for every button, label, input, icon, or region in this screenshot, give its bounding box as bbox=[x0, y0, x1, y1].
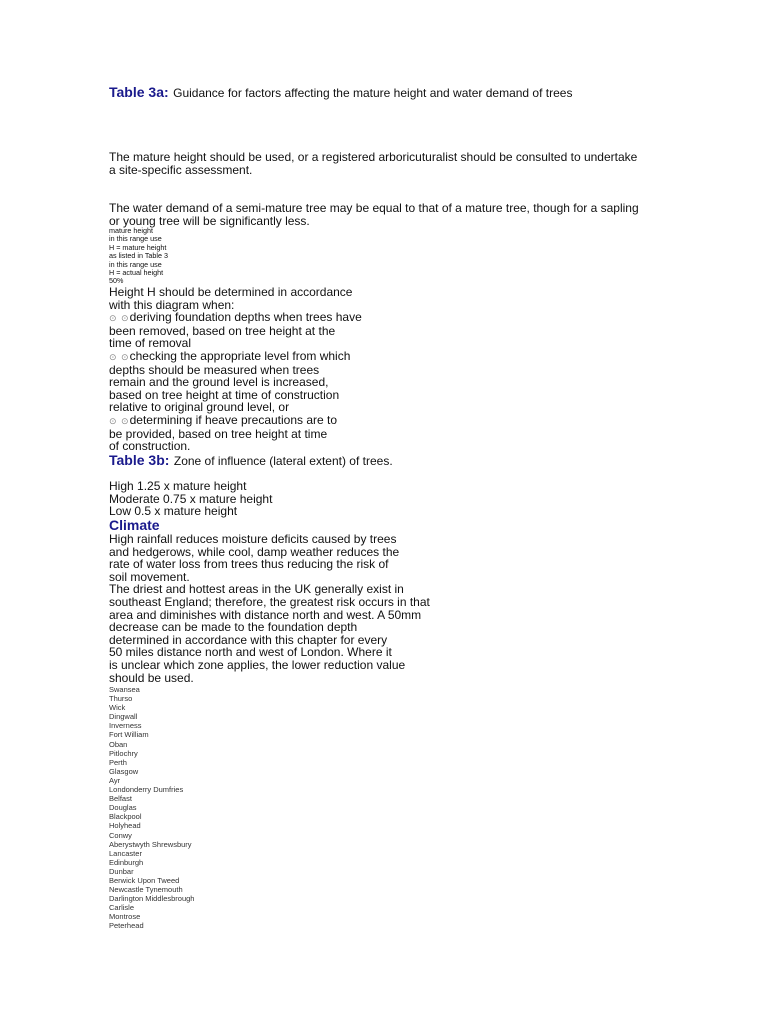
paragraph-line: a site-specific assessment. bbox=[109, 162, 253, 177]
table-3a-heading: Table 3a: bbox=[109, 84, 169, 100]
zone-row: High 1.25 x mature height bbox=[109, 479, 247, 493]
place-name: Blackpool bbox=[109, 812, 142, 822]
climate-line: should be used. bbox=[109, 670, 194, 685]
diagram-label: in this range use bbox=[109, 234, 162, 244]
bullet-text: deriving foundation depths when trees have bbox=[129, 310, 362, 325]
place-name: Edinburgh bbox=[109, 857, 144, 867]
bullet-item bbox=[109, 311, 362, 325]
table-3a-caption: Guidance for factors affecting the mature height and water demand of trees bbox=[173, 86, 573, 100]
place-name: Carlisle bbox=[109, 903, 135, 913]
place-name: Darlington Middlesbrough bbox=[109, 894, 195, 904]
place-name: Newcastle Tynemouth bbox=[109, 885, 183, 895]
place-name: Montrose bbox=[109, 912, 141, 922]
place-name: Pitlochry bbox=[109, 748, 138, 758]
paragraph-line: or young tree will be significantly less. bbox=[109, 213, 310, 228]
bullet-icon: ⊙ ⊙ bbox=[109, 351, 130, 362]
place-name: Perth bbox=[109, 757, 127, 767]
diagram-label: H = actual height bbox=[109, 268, 164, 278]
bullet-icon: ⊙ ⊙ bbox=[109, 313, 130, 324]
place-name: Wick bbox=[109, 703, 126, 713]
table-3a-header bbox=[109, 84, 572, 102]
place-name: Holyhead bbox=[109, 821, 141, 831]
place-name: Dingwall bbox=[109, 712, 138, 722]
place-name: Ayr bbox=[109, 775, 121, 785]
diagram-label: in this range use bbox=[109, 259, 162, 269]
place-name: Aberystwyth Shrewsbury bbox=[109, 839, 192, 849]
bullet-line: depths should be measured when trees bbox=[109, 362, 320, 377]
mature-height-paragraph bbox=[109, 151, 637, 176]
place-name: Londonderry Dumfries bbox=[109, 785, 184, 795]
table-3b-heading: Table 3b: bbox=[109, 452, 170, 468]
diagram-label: as listed in Table 3 bbox=[109, 251, 169, 261]
bullet-item bbox=[109, 350, 362, 364]
place-name: Swansea bbox=[109, 685, 140, 694]
climate-line: High rainfall reduces moisture deficits caused by trees bbox=[109, 532, 397, 546]
climate-line: rate of water loss from trees thus reducing the risk of bbox=[109, 557, 389, 572]
place-name: Peterhead bbox=[109, 921, 144, 931]
zone-row: Moderate 0.75 x mature height bbox=[109, 491, 273, 506]
diagram-label: H = mature height bbox=[109, 242, 167, 252]
diagram-labels bbox=[109, 227, 168, 286]
bullet-text: determining if heave precautions are to bbox=[129, 412, 338, 427]
climate-line: soil movement. bbox=[109, 569, 190, 584]
table-3b-caption: Zone of influence (lateral extent) of trees. bbox=[173, 454, 393, 468]
height-guidance-block bbox=[109, 286, 362, 453]
bullet-icon: ⊙ ⊙ bbox=[109, 415, 130, 426]
climate-line: The driest and hottest areas in the UK generally exist in bbox=[109, 582, 404, 597]
height-intro-line: Height H should be determined in accordance bbox=[109, 285, 353, 299]
climate-line: decrease can be made to the foundation depth bbox=[109, 620, 358, 635]
bullet-item bbox=[109, 414, 362, 428]
place-name: Berwick Upon Tweed bbox=[109, 875, 180, 885]
climate-heading: Climate bbox=[109, 517, 160, 533]
place-name: Conwy bbox=[109, 830, 132, 840]
place-name: Fort William bbox=[109, 730, 149, 740]
climate-line: 50 miles distance north and west of London. Where it bbox=[109, 645, 392, 660]
place-name: Glasgow bbox=[109, 766, 139, 776]
bullet-line: of construction. bbox=[109, 439, 191, 454]
diagram-label: 50% bbox=[109, 276, 124, 286]
diagram-label: mature height bbox=[109, 226, 153, 235]
bullet-line: be provided, based on tree height at time bbox=[109, 426, 328, 441]
bullet-line: been removed, based on tree height at the bbox=[109, 323, 336, 338]
water-demand-paragraph bbox=[109, 202, 639, 227]
climate-line: determined in accordance with this chapter for every bbox=[109, 632, 388, 647]
climate-line: southeast England; therefore, the greatest risk occurs in that bbox=[109, 594, 430, 609]
bullet-text: checking the appropriate level from which bbox=[129, 348, 351, 363]
place-name-list bbox=[109, 685, 194, 931]
place-name: Inverness bbox=[109, 721, 142, 731]
place-name: Oban bbox=[109, 739, 128, 749]
climate-line: area and diminishes with distance north and west. A 50mm bbox=[109, 607, 422, 622]
table-3b-rows bbox=[109, 480, 272, 518]
place-name: Dunbar bbox=[109, 866, 134, 876]
climate-line: is unclear which zone applies, the lower reduction value bbox=[109, 657, 406, 672]
place-name: Lancaster bbox=[109, 848, 142, 858]
paragraph-line: The water demand of a semi-mature tree may be equal to that of a mature tree, though for a sapling bbox=[109, 201, 639, 215]
paragraph-line: The mature height should be used, or a registered arboricuturalist should be consulted to undertake bbox=[109, 150, 638, 164]
height-intro-line: with this diagram when: bbox=[109, 297, 235, 312]
bullet-line: based on tree height at time of construction bbox=[109, 387, 340, 402]
bullet-line: relative to original ground level, or bbox=[109, 400, 290, 415]
place-name: Thurso bbox=[109, 694, 133, 704]
bullet-line: time of removal bbox=[109, 336, 192, 351]
climate-line: and hedgerows, while cool, damp weather reduces the bbox=[109, 544, 400, 559]
place-name: Douglas bbox=[109, 803, 137, 813]
zone-row: Low 0.5 x mature height bbox=[109, 504, 238, 519]
climate-paragraph bbox=[109, 533, 430, 684]
table-3b-header bbox=[109, 452, 393, 470]
bullet-line: remain and the ground level is increased, bbox=[109, 375, 329, 390]
place-name: Belfast bbox=[109, 794, 132, 804]
